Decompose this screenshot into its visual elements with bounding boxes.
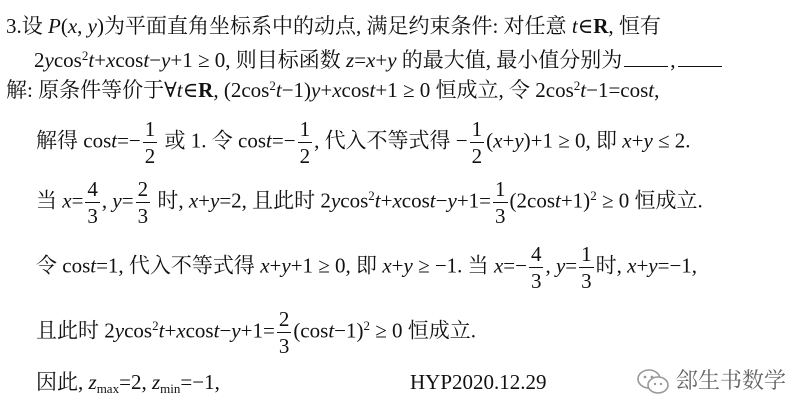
solution-text: )+1 ≥ 0, 即 [523,128,623,153]
var-y: y [555,253,566,278]
var-t: t [328,318,335,343]
var-y: y [648,253,658,278]
solution-text: 时, [152,188,189,213]
equals: = [121,188,134,213]
subscript-min: min [160,380,181,396]
numerator: 4 [530,242,542,266]
problem-text: 的最大值, 最小值分别为 [396,48,623,72]
solution-text: =2, [119,370,152,394]
var-x: x [493,128,503,153]
numerator: 1 [471,117,483,141]
var-y: y [87,14,97,38]
solution-text: 且此时 2 [36,318,115,343]
var-y: y [447,188,457,213]
var-t: t [158,318,165,343]
var-y: y [387,48,397,72]
var-y: y [281,253,291,278]
var-z: z [88,370,97,394]
fraction [529,243,544,292]
real-set: R [593,14,609,38]
solution-text: ≤ 2. [652,128,691,153]
var-y: y [311,78,321,102]
plus: + [198,188,211,213]
var-x: x [62,188,72,213]
numerator: 2 [137,177,149,201]
solution-text: −1) [281,78,312,102]
solution-text: =−1, [180,370,220,394]
numerator: 1 [299,117,311,141]
author-signature: HYP2020.12.29 [410,370,547,394]
numerator: 1 [495,177,506,201]
var-y: y [161,48,171,72]
solution-line-1 [6,77,660,102]
var-y: y [112,188,122,213]
denominator: 2 [299,144,311,169]
var-t: t [648,78,655,102]
solution-text: =−1, [657,253,698,278]
coef: 2 [34,48,45,72]
numerator: 4 [87,177,98,201]
cos: cos [124,318,153,343]
plus: + [636,253,649,278]
var-x: x [332,78,342,102]
solution-text: =− [503,253,527,278]
denominator: 3 [581,269,592,294]
var-t: t [90,253,97,278]
var-x: x [392,188,402,213]
var-t: t [176,78,183,102]
problem-text: , 恒有 [608,14,661,38]
var-t: t [374,188,381,213]
var-t: t [369,78,376,102]
var-x: x [366,48,376,72]
var-t: t [275,78,282,102]
numerator: 1 [581,242,592,266]
minus: − [435,188,448,213]
solution-text: 或 1. 令 cos [159,128,267,153]
minus: − [149,48,162,72]
solution-text: =2, 且此时 2 [219,188,331,213]
exponent: 2 [590,188,597,204]
solution-text: +1= [240,318,275,343]
plus: + [269,253,282,278]
plus: + [502,128,515,153]
var-x: x [622,128,632,153]
var-y: y [231,318,241,343]
real-set: R [198,78,214,102]
var-z: z [151,370,161,394]
exponent: 2 [152,318,159,334]
var-x: x [176,318,186,343]
fraction [85,178,100,227]
comma: , [670,48,676,72]
watermark-text: 郐生书数学 [675,369,786,394]
solution-text: −1) [334,318,364,343]
exponent: 2 [81,47,89,63]
var-y: y [210,188,220,213]
comma: , [654,78,660,102]
var-x: x [67,14,78,38]
plus: + [320,78,333,102]
minus: − [219,318,232,343]
var-y: y [44,48,54,72]
comma: , [77,14,88,38]
equals: = [71,188,84,213]
cos: cos [401,188,430,213]
solution-line-6 [36,370,220,396]
exponent: 2 [573,77,581,93]
in-symbol: ∈ [577,14,594,38]
solution-line-2 [36,118,691,167]
var-t: t [571,14,578,38]
plus: + [391,253,404,278]
paren: ( [486,128,494,153]
solution-text: ≥ −1. 当 [412,253,494,278]
exponent: 2 [368,188,375,204]
var-t: t [213,318,220,343]
var-x: x [106,48,116,72]
equals: = [565,253,578,278]
solution-text: 解: 原条件等价于∀ [6,78,177,102]
var-y: y [330,188,341,213]
solution-line-5 [36,308,476,357]
comma: , [101,188,113,213]
exponent: 2 [363,318,371,334]
var-x: x [260,253,270,278]
fraction [143,118,158,167]
solution-text: ≥ 0 恒成立. [596,188,703,213]
answer-blank-2 [678,48,722,67]
solution-text: +1= [456,188,491,213]
var-t: t [143,48,150,72]
solution-text: 当 [36,188,63,213]
cos: cos [115,48,144,72]
solution-text: (cos [293,318,329,343]
problem-text: )为平面直角坐标系中的动点, 满足约束条件: 对任意 [96,14,572,38]
fraction [470,118,485,167]
cos: cos [53,48,82,72]
answer-blank-1 [624,48,668,67]
var-x: x [627,253,637,278]
wechat-icon [636,368,670,396]
solution-text: −1=cos [586,78,649,102]
var-x: x [188,188,199,213]
exponent: 2 [269,77,276,93]
var-t: t [266,128,272,153]
solution-text: (2cos [509,188,555,213]
var-t: t [88,48,95,72]
var-y: y [403,253,413,278]
subscript-max: max [96,380,120,396]
denominator: 3 [87,204,98,229]
plus: + [380,188,393,213]
solution-text: +1) [560,188,591,213]
var-t: t [580,78,587,102]
problem-number: 3.设 [6,14,48,38]
solution-text: 时, [595,253,628,278]
solution-text: 解得 cos [36,128,112,153]
plus: + [375,48,388,72]
equals: = [354,48,367,72]
solution-text: 因此, [36,370,89,394]
solution-text: =1, 代入不等式得 [96,253,261,278]
denominator: 3 [278,334,290,359]
var-t: t [555,188,561,213]
solution-text: 令 cos [36,253,91,278]
denominator: 2 [471,144,483,169]
cos: cos [340,188,369,213]
problem-text: +1 ≥ 0, 则目标函数 [170,48,346,72]
denominator: 3 [530,269,542,294]
solution-text: ≥ 0 恒成立. [370,318,477,343]
problem-line-2 [34,48,724,71]
comma: , [545,253,556,278]
numerator: 1 [144,117,156,141]
solution-line-4 [36,243,697,292]
solution-text: +1 ≥ 0, 即 [290,253,383,278]
paren: ( [60,14,68,38]
var-z: z [346,48,355,72]
fraction [298,118,313,167]
denominator: 2 [144,144,156,169]
fraction [493,178,508,227]
denominator: 3 [137,204,149,229]
solution-line-3 [36,178,703,227]
solution-text: , 代入不等式得 − [314,128,468,153]
point-p: P [48,14,61,38]
problem-line-1 [6,16,661,37]
var-y: y [643,128,653,153]
solution-text: =− [117,128,141,153]
var-y: y [114,318,125,343]
denominator: 3 [495,204,506,229]
fraction [136,178,151,227]
solution-text: +1 ≥ 0 恒成立, 令 2cos [375,78,574,102]
var-t: t [111,128,118,153]
solution-text: =− [271,128,296,153]
in-symbol: ∈ [182,78,199,102]
plus: + [631,128,644,153]
cos: cos [341,78,370,102]
cos: cos [185,318,214,343]
plus: + [164,318,177,343]
var-x: x [493,253,504,278]
var-y: y [514,128,524,153]
numerator: 2 [278,307,290,331]
var-x: x [382,253,392,278]
fraction [277,308,292,357]
solution-text: , (2cos [213,78,270,102]
watermark [636,368,786,396]
fraction [579,243,594,292]
var-t: t [429,188,436,213]
plus: + [94,48,107,72]
